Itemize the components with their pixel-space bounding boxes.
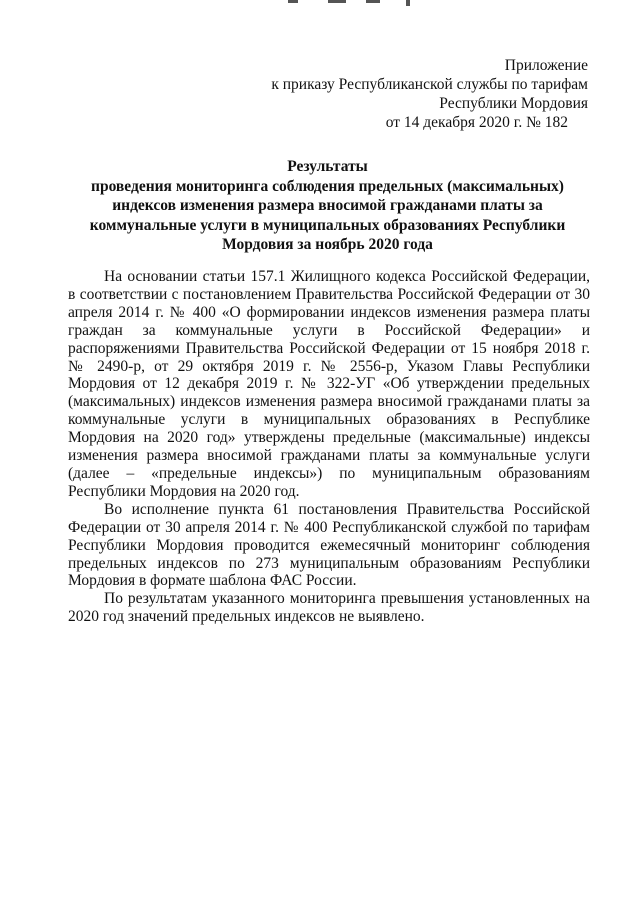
document-body xyxy=(68,268,590,626)
title-line: индексов изменения размера вносимой гражданами платы за xyxy=(112,197,543,214)
title-line: проведения мониторинга соблюдения предельных (максимальных) xyxy=(91,177,564,195)
body-paragraph: По результатам указанного мониторинга превышения установленных на 2020 год значений предельных индексов не выявлено. xyxy=(68,590,590,626)
body-paragraph: На основании статьи 157.1 Жилищного кодекса Российской Федерации, в соответствии с постановлением Правительства Российской Федерации от 30 апреля 2014 г. № 400 «О формировании индексов изменения размера платы граждан за коммунальные услуги в Российской Федерации» и распоряжениями Правительства Российской Федерации от 15 ноября 2018 г. № 2490-р, от 29 октября 2019 г. № 2556-р, Указом Главы Республики Мордовия от 12 декабря 2019 г. № 322-УГ «Об утверждении предельных (максимальных) индексов изменения размера вносимой гражданами платы за коммунальные услуги в муниципальных образованиях в Республике Мордовия на 2020 год» утверждены предельные (максимальные) индексы изменения размера вносимой гражданами платы за коммунальные услуги (далее – «предельные индексы») по муниципальным образованиям Республики Мордовия на 2020 год. xyxy=(68,268,590,500)
appendix-order-ref: к приказу Республиканской службы по тарифам xyxy=(271,76,588,93)
body-paragraph: Во исполнение пункта 61 постановления Правительства Российской Федерации от 30 апреля 2014 г. № 400 Республиканской службой по тарифам Республики Мордовия проводится ежемесячный мониторинг соблюдения предельных индексов по 273 муниципальным образованиям Республики Мордовия в формате шаблона ФАС России. xyxy=(68,500,590,590)
title-line: Мордовия за ноябрь 2020 года xyxy=(222,236,433,253)
appendix-date: от 14 декабря 2020 г. № 182 xyxy=(385,114,568,131)
appendix-header xyxy=(271,56,588,132)
scan-artifact xyxy=(288,0,418,6)
title-line: коммунальные услуги в муниципальных образованиях Республики xyxy=(89,216,566,234)
document-title xyxy=(60,157,595,255)
title-line: Результаты xyxy=(287,158,368,175)
appendix-region: Республики Мордовия xyxy=(439,95,588,112)
appendix-label: Приложение xyxy=(504,57,588,74)
